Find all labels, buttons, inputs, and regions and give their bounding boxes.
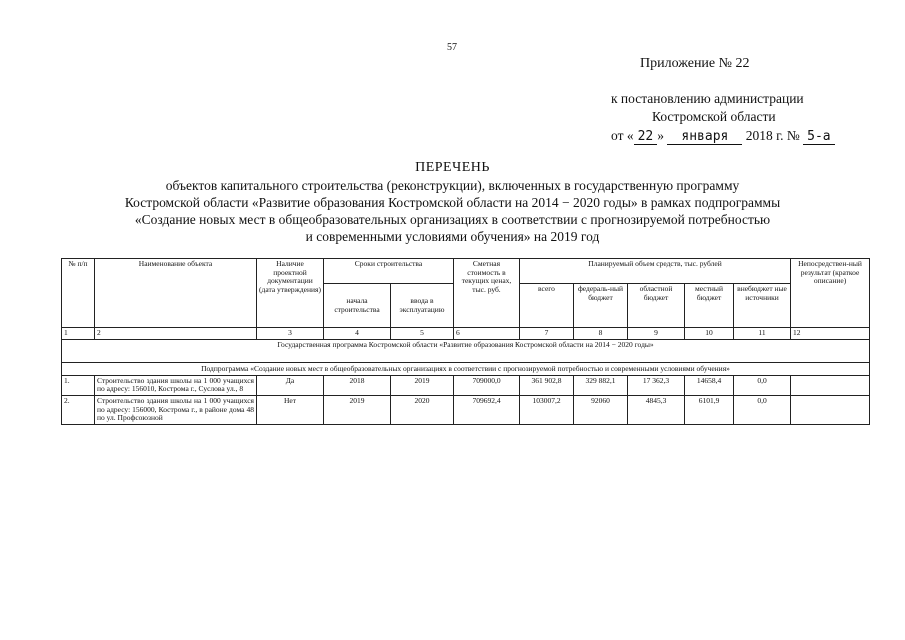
header-regional: областной бюджет — [628, 284, 685, 328]
document-subtitle-line-3: «Создание новых мест в общеобразовательных организациях в соответствии с прогнозируемой потребностью — [134, 212, 771, 227]
row-commission: 2020 — [391, 395, 454, 424]
column-numbers-row — [62, 328, 870, 340]
decree-number: 5-а — [803, 129, 834, 145]
appendix-title: Приложение № 22 — [640, 56, 750, 71]
decree-day: 22 — [634, 129, 658, 145]
header-terms-commission: ввода в эксплуатацию — [391, 284, 454, 328]
decree-line-2: Костромской области — [652, 109, 776, 124]
page-number: 57 — [447, 42, 457, 53]
header-object: Наименование объекта — [95, 259, 257, 328]
column-number: 4 — [324, 328, 391, 340]
program-name: Государственная программа Костромской области «Развитие образования Костромской области на 2014 − 2020 годы» — [62, 339, 870, 362]
column-number: 7 — [520, 328, 574, 340]
header-estimate: Сметная стоимость в текущих ценах, тыс. руб. — [454, 259, 520, 328]
column-number: 9 — [628, 328, 685, 340]
row-extrabudget: 0,0 — [734, 395, 791, 424]
table-row — [62, 395, 870, 424]
row-local: 14658,4 — [685, 375, 734, 395]
column-number: 2 — [95, 328, 257, 340]
header-docs: Наличие проектной документации (дата утверждения) — [257, 259, 324, 328]
header-result: Непосредствен-ный результат (краткое описание) — [791, 259, 870, 328]
decree-quote-close: » — [657, 128, 665, 143]
column-number: 10 — [685, 328, 734, 340]
document-subtitle-line-2: Костромской области «Развитие образования Костромской области на 2014 − 2020 годы» в рамках подпрограммы — [124, 195, 781, 210]
row-result — [791, 375, 870, 395]
row-federal: 92060 — [574, 395, 628, 424]
row-estimate: 709692,4 — [454, 395, 520, 424]
document-subtitle-line-1: объектов капитального строительства (реконструкции), включенных в государственную программу — [165, 178, 740, 193]
decree-from-prefix: от « — [611, 128, 634, 143]
row-estimate: 709000,0 — [454, 375, 520, 395]
decree-date-line — [611, 128, 835, 144]
row-object: Строительство здания школы на 1 000 учащихся по адресу: 156000, Кострома г., в районе дома 48 по ул. Профсоюзной — [95, 395, 257, 424]
row-regional: 4845,3 — [628, 395, 685, 424]
header-extrabudget: внебюджет ные источники — [734, 284, 791, 328]
row-start: 2018 — [324, 375, 391, 395]
subprogram-row — [62, 362, 870, 375]
row-num: 2. — [62, 395, 95, 424]
header-federal: федераль-ный бюджет — [574, 284, 628, 328]
subprogram-name: Подпрограмма «Создание новых мест в общеобразовательных организациях в соответствии с прогнозируемой потребностью и современными условиями обучения» — [62, 362, 870, 375]
column-number: 3 — [257, 328, 324, 340]
row-num: 1. — [62, 375, 95, 395]
column-number: 5 — [391, 328, 454, 340]
column-number: 6 — [454, 328, 520, 340]
program-row — [62, 339, 870, 362]
header-terms-start: начала строительства — [324, 284, 391, 328]
row-result — [791, 395, 870, 424]
header-local: местный бюджет — [685, 284, 734, 328]
document-title: ПЕРЕЧЕНЬ — [415, 160, 490, 175]
decree-month: января — [667, 129, 742, 145]
decree-year: 2018 г. № — [745, 128, 800, 143]
row-local: 6101,9 — [685, 395, 734, 424]
header-total: всего — [520, 284, 574, 328]
header-terms: Сроки строительства — [324, 259, 454, 284]
header-funding: Планируемый объем средств, тыс. рублей — [520, 259, 791, 284]
row-docs: Да — [257, 375, 324, 395]
table-row — [62, 375, 870, 395]
objects-table — [61, 258, 870, 425]
row-start: 2019 — [324, 395, 391, 424]
row-extrabudget: 0,0 — [734, 375, 791, 395]
row-federal: 329 882,1 — [574, 375, 628, 395]
row-docs: Нет — [257, 395, 324, 424]
column-number: 12 — [791, 328, 870, 340]
row-regional: 17 362,3 — [628, 375, 685, 395]
row-total: 361 902,8 — [520, 375, 574, 395]
decree-line-1: к постановлению администрации — [611, 91, 804, 106]
row-commission: 2019 — [391, 375, 454, 395]
column-number: 8 — [574, 328, 628, 340]
row-object: Строительство здания школы на 1 000 учащихся по адресу: 156010, Кострома г., Суслова ул., 8 — [95, 375, 257, 395]
row-total: 103007,2 — [520, 395, 574, 424]
header-num: № п/п — [62, 259, 95, 328]
document-subtitle-line-4: и современными условиями обучения» на 2019 год — [305, 229, 600, 244]
table-header-row-1 — [62, 259, 870, 284]
column-number: 11 — [734, 328, 791, 340]
column-number: 1 — [62, 328, 95, 340]
